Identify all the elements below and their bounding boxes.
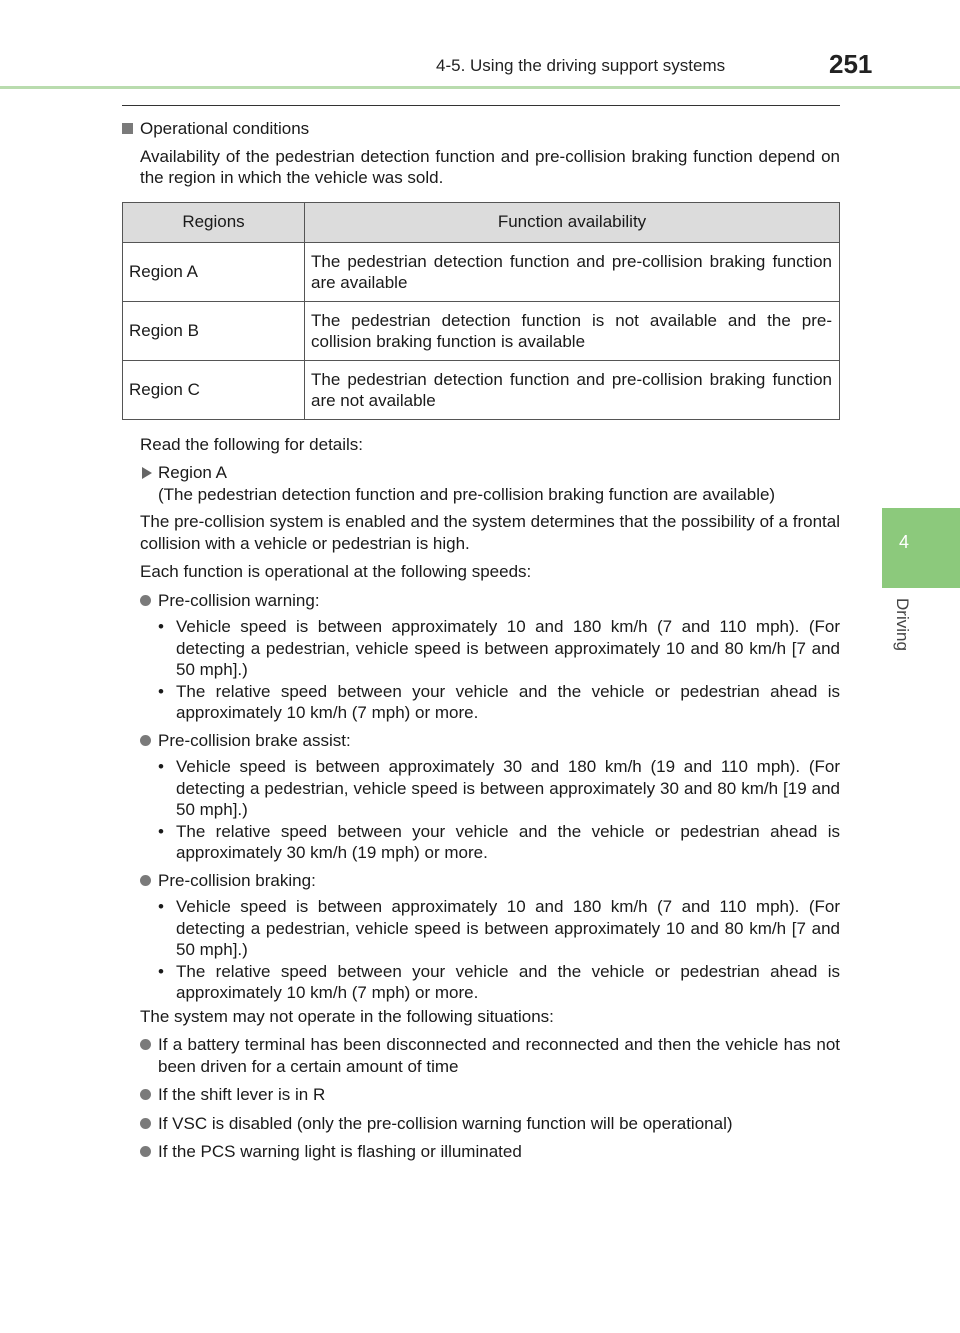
function-block bbox=[140, 870, 840, 1004]
intro-paragraph: Availability of the pedestrian detection function and pre-collision braking function depend on the region in which the vehicle was sold. bbox=[140, 146, 840, 187]
list-item: • Vehicle speed is between approximately 30 and 180 km/h (19 and 110 mph). (For detecting a pedestrian, vehicle speed is between approximately 30 and 80 km/h [19 and 50 mph].) bbox=[158, 757, 840, 819]
function-title-text: Pre-collision braking: bbox=[158, 870, 316, 890]
page-number: 251 bbox=[829, 49, 873, 79]
situation-text: If VSC is disabled (only the pre-collision warning function will be operational) bbox=[158, 1113, 733, 1133]
list-item: • The relative speed between your vehicle and the vehicle or pedestrian ahead is approximately 30 km/h (19 mph) or more. bbox=[158, 821, 840, 862]
chapter-label bbox=[886, 598, 916, 668]
header-section-title: 4-5. Using the driving support systems bbox=[436, 56, 726, 75]
function-title-text: Pre-collision brake assist: bbox=[158, 730, 351, 750]
circle-bullet-icon bbox=[140, 1146, 151, 1157]
circle-bullet-icon bbox=[140, 1039, 151, 1050]
table-header-regions: Regions bbox=[123, 202, 305, 242]
content-divider bbox=[122, 105, 840, 106]
enabled-paragraph: The pre-collision system is enabled and the system determines that the possibility of a frontal collision with a vehicle or pedestrian is high. bbox=[140, 512, 840, 553]
list-item-text: The relative speed between your vehicle and the vehicle or pedestrian ahead is approximately 10 km/h (7 mph) or more. bbox=[176, 681, 840, 722]
chapter-tab bbox=[882, 508, 960, 588]
section-heading-text: Operational conditions bbox=[140, 119, 310, 138]
list-item-text: The relative speed between your vehicle and the vehicle or pedestrian ahead is approximately 10 km/h (7 mph) or more. bbox=[176, 961, 840, 1002]
region-a-title: Region A bbox=[158, 463, 227, 482]
list-item: • The relative speed between your vehicle and the vehicle or pedestrian ahead is approximately 10 km/h (7 mph) or more. bbox=[158, 681, 840, 722]
circle-bullet-icon bbox=[140, 735, 151, 746]
list-item-text: Vehicle speed is between approximately 10 and 180 km/h (7 and 110 mph). (For detecting a pedestrian, vehicle speed is between approximately 10 and 80 km/h [7 and 50 mph].) bbox=[176, 617, 840, 679]
situation-item bbox=[140, 1141, 840, 1163]
list-item: • Vehicle speed is between approximately 10 and 180 km/h (7 and 110 mph). (For detecting a pedestrian, vehicle speed is between approximately 10 and 80 km/h [7 and 50 mph].) bbox=[158, 897, 840, 959]
region-cell: Region A bbox=[123, 242, 305, 301]
section-heading bbox=[122, 118, 840, 140]
speeds-paragraph: Each function is operational at the following speeds: bbox=[140, 562, 532, 581]
table-row bbox=[123, 301, 840, 360]
read-details-text: Read the following for details: bbox=[140, 434, 364, 454]
circle-bullet-icon bbox=[140, 1089, 151, 1100]
region-cell: Region B bbox=[123, 301, 305, 360]
function-block bbox=[140, 590, 840, 724]
circle-bullet-icon bbox=[140, 595, 151, 606]
list-item: • The relative speed between your vehicle and the vehicle or pedestrian ahead is approximately 10 km/h (7 mph) or more. bbox=[158, 961, 840, 1002]
availability-cell: The pedestrian detection function is not available and the pre-collision braking function is available bbox=[305, 301, 840, 360]
header-divider bbox=[0, 86, 960, 89]
function-title-text: Pre-collision warning: bbox=[158, 590, 320, 610]
function-title bbox=[140, 870, 840, 892]
situation-item bbox=[140, 1113, 840, 1135]
availability-cell: The pedestrian detection function and pre-collision braking function are not available bbox=[305, 360, 840, 419]
region-table bbox=[122, 202, 840, 420]
region-a-subtitle: (The pedestrian detection function and pre-collision braking function are available) bbox=[158, 484, 776, 504]
chapter-label-text: Driving bbox=[893, 598, 912, 651]
list-item-text: Vehicle speed is between approximately 10 and 180 km/h (7 and 110 mph). (For detecting a pedestrian, vehicle speed is between approximately 10 and 80 km/h [7 and 50 mph].) bbox=[176, 897, 840, 959]
situation-item bbox=[140, 1084, 840, 1106]
not-operate-paragraph: The system may not operate in the following situations: bbox=[140, 1006, 554, 1026]
chapter-number: 4 bbox=[898, 532, 909, 552]
list-item-text: The relative speed between your vehicle and the vehicle or pedestrian ahead is approximately 30 km/h (19 mph) or more. bbox=[176, 821, 840, 862]
region-cell: Region C bbox=[123, 360, 305, 419]
function-title bbox=[140, 730, 840, 752]
circle-bullet-icon bbox=[140, 1118, 151, 1129]
circle-bullet-icon bbox=[140, 875, 151, 886]
situation-text: If the shift lever is in R bbox=[158, 1085, 326, 1104]
situation-text: If a battery terminal has been disconnected and reconnected and then the vehicle has not been driven for a certain amount of time bbox=[158, 1035, 840, 1076]
function-title bbox=[140, 590, 840, 612]
function-block bbox=[140, 730, 840, 864]
region-a-item bbox=[140, 462, 840, 505]
triangle-arrow-icon bbox=[142, 467, 152, 479]
situation-item bbox=[140, 1034, 840, 1077]
list-item: • Vehicle speed is between approximately 10 and 180 km/h (7 and 110 mph). (For detecting a pedestrian, vehicle speed is between approximately 10 and 80 km/h [7 and 50 mph].) bbox=[158, 617, 840, 679]
availability-cell: The pedestrian detection function and pre-collision braking function are available bbox=[305, 242, 840, 301]
square-bullet-icon bbox=[122, 123, 133, 134]
table-header-availability: Function availability bbox=[305, 202, 840, 242]
list-item-text: Vehicle speed is between approximately 30 and 180 km/h (19 and 110 mph). (For detecting a pedestrian, vehicle speed is between approximately 30 and 80 km/h [19 and 50 mph].) bbox=[176, 757, 840, 819]
table-row bbox=[123, 242, 840, 301]
page-content bbox=[129, 118, 840, 1170]
table-row bbox=[123, 360, 840, 419]
situation-text: If the PCS warning light is flashing or illuminated bbox=[158, 1142, 522, 1161]
